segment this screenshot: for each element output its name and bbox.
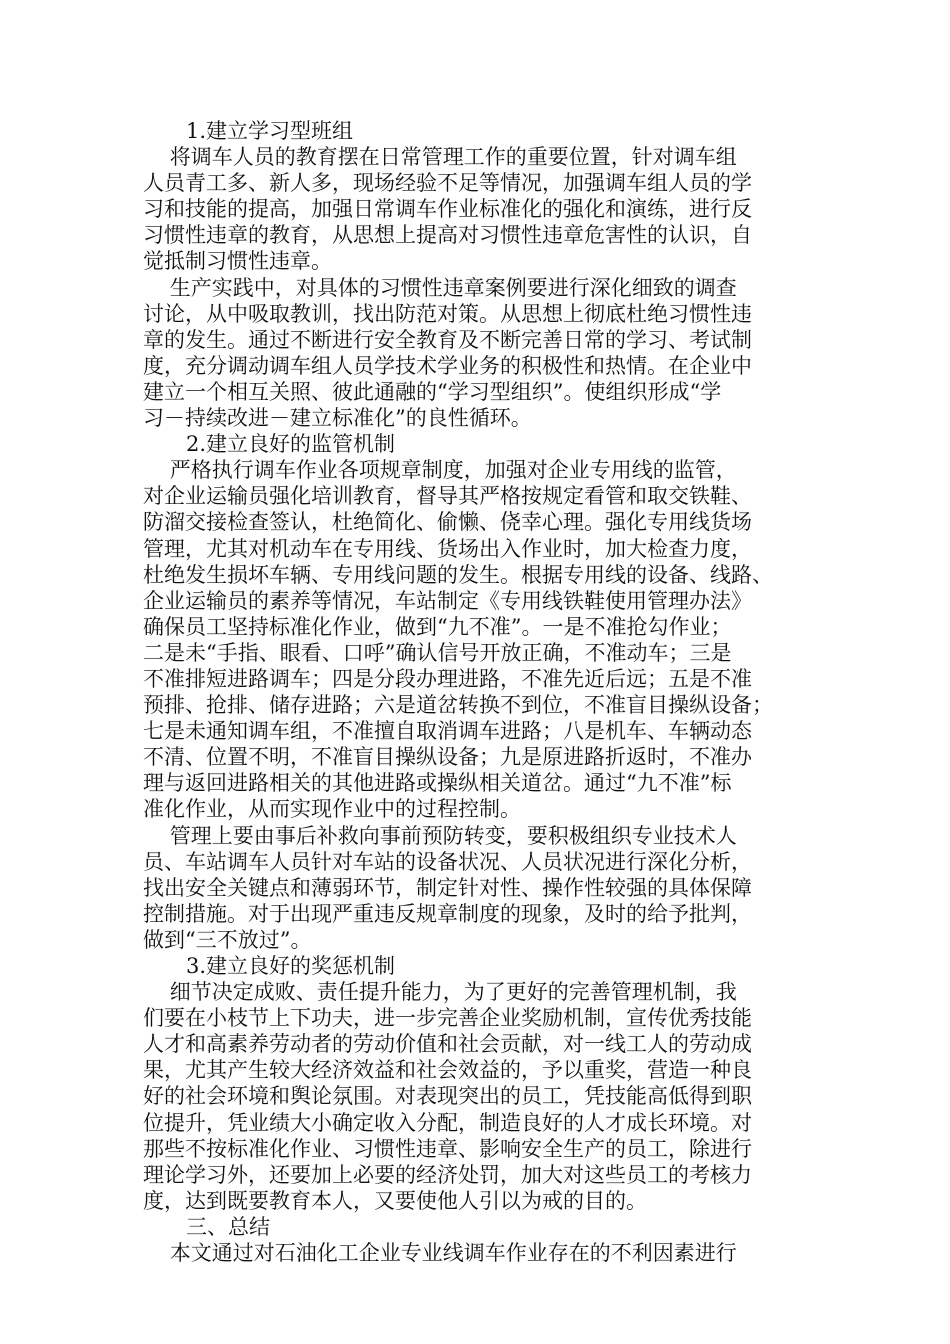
document-page <box>143 118 803 1266</box>
text-line: 准化作业，从而实现作业中的过程控制。 <box>143 797 521 822</box>
text-line: 企业运输员的素养等情况，车站制定《专用线铁鞋使用管理办法》 <box>143 588 752 613</box>
paragraph <box>143 144 803 274</box>
paragraph <box>143 979 803 1214</box>
section-heading <box>143 118 803 144</box>
paragraph <box>143 1240 803 1266</box>
text-line: 不清、位置不明，不准盲目操纵设备；九是原进路折返时，不准办 <box>143 745 752 770</box>
section-heading <box>143 1214 803 1240</box>
section-heading <box>143 431 803 457</box>
text-line: 那些不按标准化作业、习惯性违章、影响安全生产的员工，除进行 <box>143 1136 752 1161</box>
text-line: 讨论，从中吸取教训，找出防范对策。从思想上彻底杜绝习惯性违 <box>143 301 752 326</box>
paragraph <box>143 457 803 822</box>
text-line: 理论学习外，还要加上必要的经济处罚，加大对这些员工的考核力 <box>143 1162 752 1187</box>
text-line: 好的社会环境和舆论氛围。对表现突出的员工，凭技能高低得到职 <box>143 1084 752 1109</box>
text-line: 三、总结 <box>186 1214 270 1239</box>
text-line: 确保员工坚持标准化作业，做到“九不准”。一是不准抢勾作业； <box>143 614 732 639</box>
text-line: 管理上要由事后补救向事前预防转变，要积极组织专业技术人 <box>143 823 737 848</box>
text-line: 本文通过对石油化工企业专业线调车作业存在的不利因素进行 <box>143 1241 737 1266</box>
text-line: 位提升，凭业绩大小确定收入分配，制造良好的人才成长环境。对 <box>143 1110 752 1135</box>
text-line: 严格执行调车作业各项规章制度，加强对企业专用线的监管， <box>143 458 737 483</box>
text-line: 觉抵制习惯性违章。 <box>143 249 332 274</box>
text-line: 度，充分调动调车组人员学技术学业务的积极性和热情。在企业中 <box>143 353 752 378</box>
text-line: 员、车站调车人员针对车站的设备状况、人员状况进行深化分析， <box>143 849 752 874</box>
section-heading <box>143 953 803 979</box>
text-line: 建立一个相互关照、彼此通融的“学习型组织”。使组织形成“学 <box>143 379 722 404</box>
text-line: 习惯性违章的教育，从思想上提高对习惯性违章危害性的认识，自 <box>143 223 752 248</box>
text-line: 找出安全关键点和薄弱环节，制定针对性、操作性较强的具体保障 <box>143 875 752 900</box>
text-line: 章的发生。通过不断进行安全教育及不断完善日常的学习、考试制 <box>143 327 752 352</box>
text-line: 不准排短进路调车；四是分段办理进路，不准先近后远；五是不准 <box>143 666 752 691</box>
text-line: 预排、抢排、储存进路；六是道岔转换不到位，不准盲目操纵设备； <box>143 693 773 718</box>
text-line: 杜绝发生损坏车辆、专用线问题的发生。根据专用线的设备、线路、 <box>143 562 773 587</box>
text-line: 细节决定成败、责任提升能力，为了更好的完善管理机制，我 <box>143 980 737 1005</box>
text-line: 二是未“手指、眼看、口呼”确认信号开放正确，不准动车；三是 <box>143 640 732 665</box>
text-line: 生产实践中，对具体的习惯性违章案例要进行深化细致的调查 <box>143 275 737 300</box>
text-line: 2.建立良好的监管机制 <box>186 432 396 457</box>
text-line: 人员青工多、新人多，现场经验不足等情况，加强调车组人员的学 <box>143 171 752 196</box>
text-line: 习和技能的提高，加强日常调车作业标准化的强化和演练，进行反 <box>143 197 752 222</box>
text-line: 们要在小枝节上下功夫，进一步完善企业奖励机制，宣传优秀技能 <box>143 1006 752 1031</box>
paragraph <box>143 823 803 953</box>
text-line: 对企业运输员强化培训教育，督导其严格按规定看管和取交铁鞋、 <box>143 484 752 509</box>
text-line: 度，达到既要教育本人，又要使他人引以为戒的目的。 <box>143 1188 647 1213</box>
text-line: 习－持续改进－建立标准化”的良性循环。 <box>143 406 532 431</box>
text-line: 1.建立学习型班组 <box>186 119 354 143</box>
text-line: 控制措施。对于出现严重违反规章制度的现象，及时的给予批判， <box>143 901 752 926</box>
text-line: 做到“三不放过”。 <box>143 927 312 952</box>
text-line: 将调车人员的教育摆在日常管理工作的重要位置，针对调车组 <box>143 145 737 170</box>
text-line: 果，尤其产生较大经济效益和社会效益的，予以重奖，营造一种良 <box>143 1058 752 1083</box>
text-line: 防溜交接检查签认，杜绝简化、偷懒、侥幸心理。强化专用线货场 <box>143 510 752 535</box>
paragraph <box>143 275 803 432</box>
text-line: 理与返回进路相关的其他进路或操纵相关道岔。通过“九不准”标 <box>143 771 732 796</box>
text-line: 七是未通知调车组，不准擅自取消调车进路；八是机车、车辆动态 <box>143 719 752 744</box>
text-line: 管理，尤其对机动车在专用线、货场出入作业时，加大检查力度， <box>143 536 752 561</box>
text-line: 3.建立良好的奖惩机制 <box>186 954 396 978</box>
text-line: 人才和高素养劳动者的劳动价值和社会贡献，对一线工人的劳动成 <box>143 1032 752 1057</box>
